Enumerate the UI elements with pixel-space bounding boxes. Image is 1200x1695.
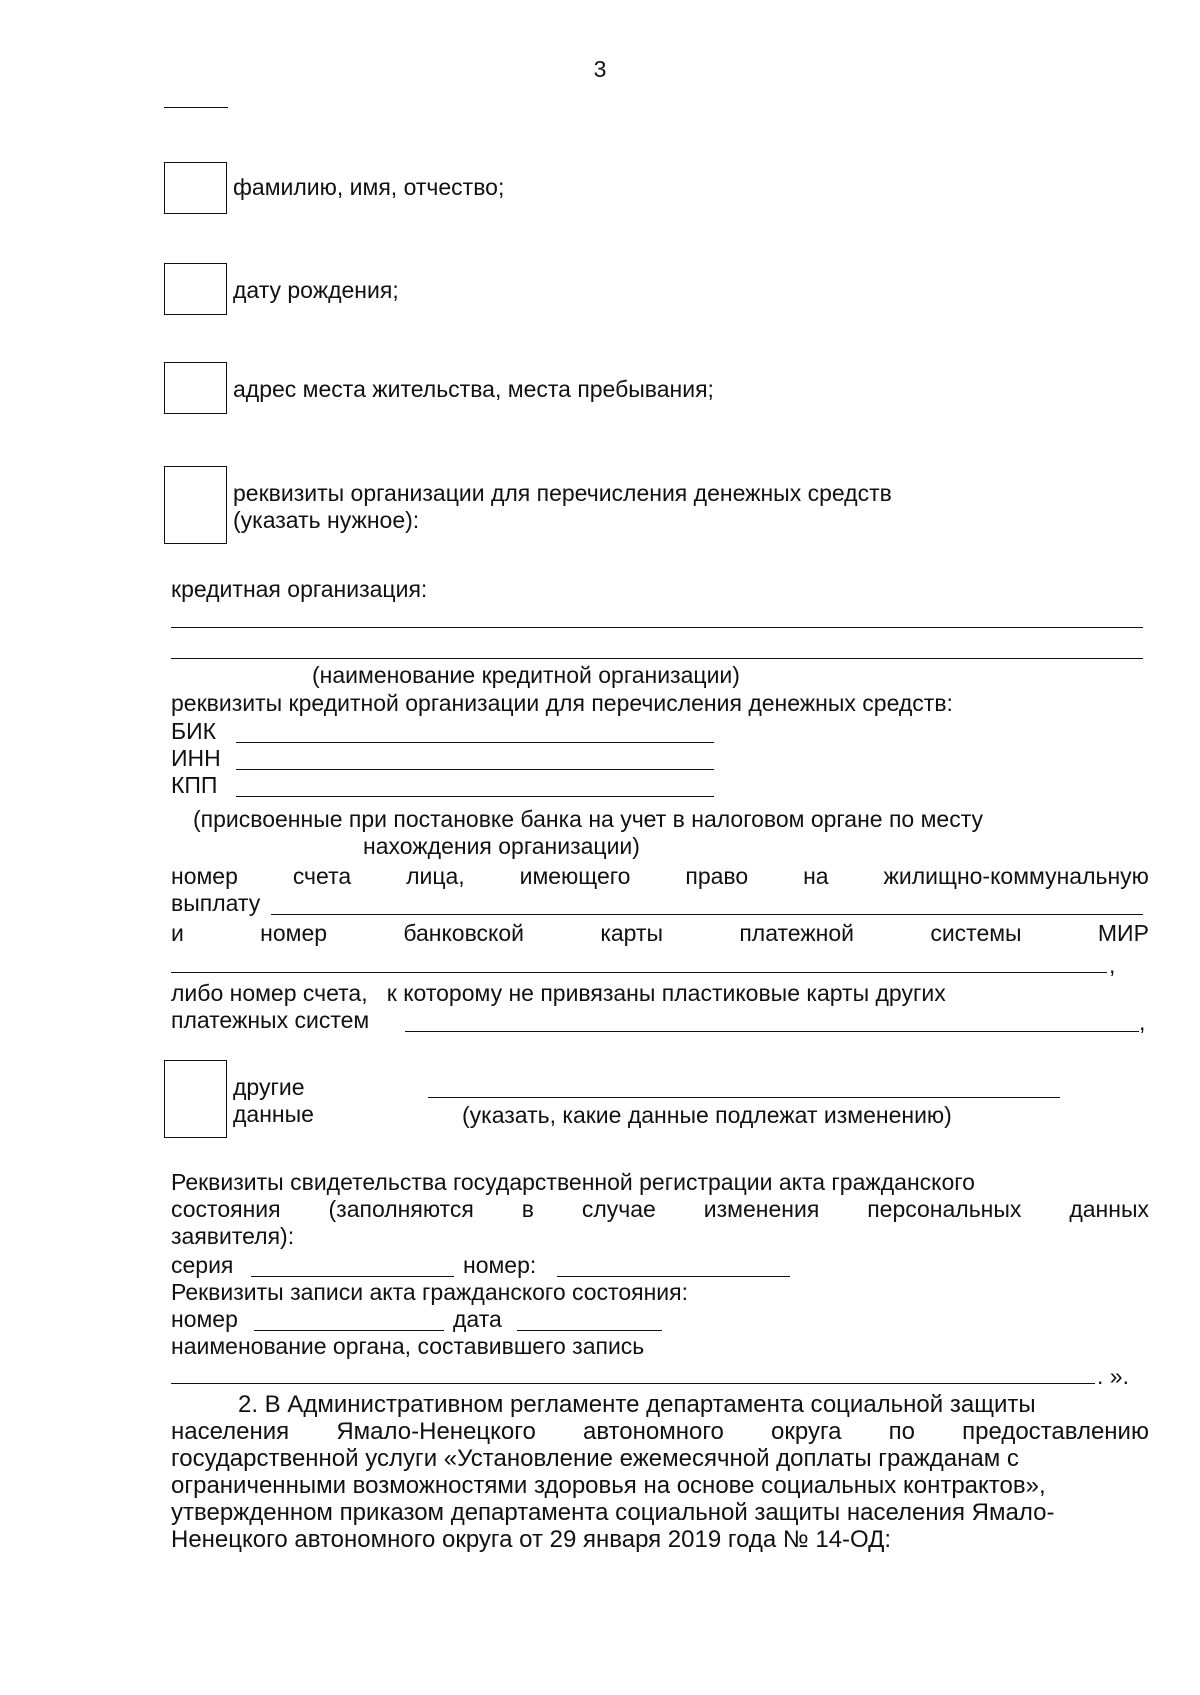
- account-word: имеющего: [519, 863, 631, 889]
- checkbox-full-name-label: фамилию, имя, отчество;: [233, 174, 505, 200]
- other-account-label: платежных систем: [171, 1007, 370, 1033]
- checkbox-full-name[interactable]: [164, 162, 227, 214]
- kpp-label: КПП: [171, 772, 218, 798]
- certificate-word: случае: [581, 1196, 656, 1222]
- certificate-number-label: номер:: [463, 1252, 537, 1278]
- organ-label: наименование органа, составившего запись: [171, 1333, 645, 1359]
- certificate-line-3: заявителя):: [171, 1223, 295, 1249]
- checkbox-birth-date[interactable]: [164, 263, 227, 315]
- account-line-1: [171, 863, 1149, 890]
- kpp-field[interactable]: [236, 796, 714, 797]
- credit-org-name-line-2[interactable]: [171, 658, 1143, 659]
- paragraph2-line-1: 2. В Административном регламенте департамента социальной защиты: [238, 1391, 1036, 1418]
- account-word: лица,: [406, 863, 465, 889]
- assigned-note-line-2: нахождения организации): [363, 833, 640, 859]
- account-word: жилищно-коммунальную: [883, 863, 1149, 889]
- inn-field[interactable]: [236, 769, 714, 770]
- paragraph2-word: автономного: [582, 1418, 724, 1445]
- certificate-line-1: Реквизиты свидетельства государственной регистрации акта гражданского: [171, 1169, 975, 1195]
- checkbox-other-data[interactable]: [164, 1060, 227, 1138]
- checkbox-org-requisites-label-2: (указать нужное):: [233, 507, 420, 533]
- record-date-field[interactable]: [517, 1330, 662, 1331]
- record-number-field[interactable]: [254, 1330, 444, 1331]
- paragraph2-word: по: [888, 1418, 916, 1445]
- bik-field[interactable]: [236, 742, 714, 743]
- checkbox-birth-date-label: дату рождения;: [233, 277, 399, 303]
- credit-org-requisites-heading: реквизиты кредитной организации для перечисления денежных средств:: [171, 690, 953, 716]
- account-word: право: [685, 863, 749, 889]
- card-line-end: ,: [1109, 952, 1116, 978]
- certificate-word: изменения: [703, 1196, 820, 1222]
- card-line: [171, 920, 1149, 947]
- other-account-field[interactable]: [405, 1031, 1139, 1032]
- account-payment-label: выплату: [171, 890, 261, 916]
- paragraph2-line-6: Ненецкого автономного округа от 29 января 2019 года № 14-ОД:: [171, 1526, 892, 1553]
- paragraph2-line-5: утвержденном приказом департамента социальной защиты населения Ямало-: [171, 1499, 1055, 1526]
- bik-label: БИК: [171, 718, 217, 744]
- certificate-closing: . ».: [1097, 1363, 1129, 1389]
- checkbox-address[interactable]: [164, 362, 227, 414]
- card-word: МИР: [1097, 920, 1149, 946]
- credit-org-name-line-1[interactable]: [171, 627, 1143, 628]
- other-data-label-2: данные: [233, 1101, 314, 1127]
- organ-field[interactable]: [171, 1383, 1095, 1384]
- paragraph2-line-2: [171, 1418, 1149, 1445]
- certificate-word: состояния: [171, 1196, 281, 1222]
- account-number-field[interactable]: [271, 914, 1143, 915]
- assigned-note-line-1: (присвоенные при постановке банка на учет в налоговом органе по месту: [193, 806, 984, 832]
- paragraph2-word: населения: [171, 1418, 290, 1445]
- certificate-word: данных: [1069, 1196, 1149, 1222]
- card-word: платежной: [739, 920, 855, 946]
- other-data-caption: (указать, какие данные подлежат изменению): [462, 1102, 952, 1128]
- page-number: 3: [593, 56, 607, 82]
- account-word: счета: [292, 863, 352, 889]
- top-dash-line: [164, 107, 228, 108]
- series-label: серия: [171, 1252, 234, 1278]
- record-heading: Реквизиты записи акта гражданского состояния:: [171, 1279, 688, 1305]
- inn-label: ИНН: [171, 745, 221, 771]
- paragraph2-word: предоставлению: [962, 1418, 1149, 1445]
- certificate-number-field[interactable]: [557, 1276, 790, 1277]
- certificate-word: персональных: [867, 1196, 1022, 1222]
- series-field[interactable]: [251, 1276, 454, 1277]
- card-word: и: [171, 920, 184, 946]
- card-word: банковской: [403, 920, 525, 946]
- paragraph2-word: Ямало-Ненецкого: [336, 1418, 536, 1445]
- paragraph2-word: округа: [771, 1418, 842, 1445]
- credit-org-name-caption: (наименование кредитной организации): [312, 662, 740, 688]
- certificate-word: (заполняются: [328, 1196, 474, 1222]
- card-word: системы: [930, 920, 1022, 946]
- checkbox-address-label: адрес места жительства, места пребывания;: [233, 376, 714, 402]
- credit-org-heading: кредитная организация:: [171, 576, 428, 602]
- record-number-label: номер: [171, 1306, 238, 1332]
- other-account-end: ,: [1139, 1009, 1146, 1035]
- card-word: карты: [600, 920, 664, 946]
- card-number-field[interactable]: [171, 972, 1107, 973]
- other-data-label-1: другие: [233, 1074, 305, 1100]
- account-word: на: [803, 863, 829, 889]
- checkbox-org-requisites-label-1: реквизиты организации для перечисления денежных средств: [233, 480, 892, 506]
- account-word: номер: [171, 863, 238, 889]
- certificate-word: в: [521, 1196, 534, 1222]
- certificate-line-2: [171, 1196, 1149, 1223]
- record-date-label: дата: [453, 1306, 502, 1332]
- other-data-field[interactable]: [428, 1097, 1060, 1098]
- card-word: номер: [260, 920, 328, 946]
- other-account-line-1: либо номер счета, к которому не привязаны пластиковые карты других: [171, 980, 946, 1006]
- paragraph2-line-3: государственной услуги «Установление ежемесячной доплаты гражданам с: [171, 1445, 1019, 1472]
- checkbox-org-requisites[interactable]: [164, 466, 227, 544]
- paragraph2-line-4: ограниченными возможностями здоровья на основе социальных контрактов»,: [171, 1472, 1046, 1499]
